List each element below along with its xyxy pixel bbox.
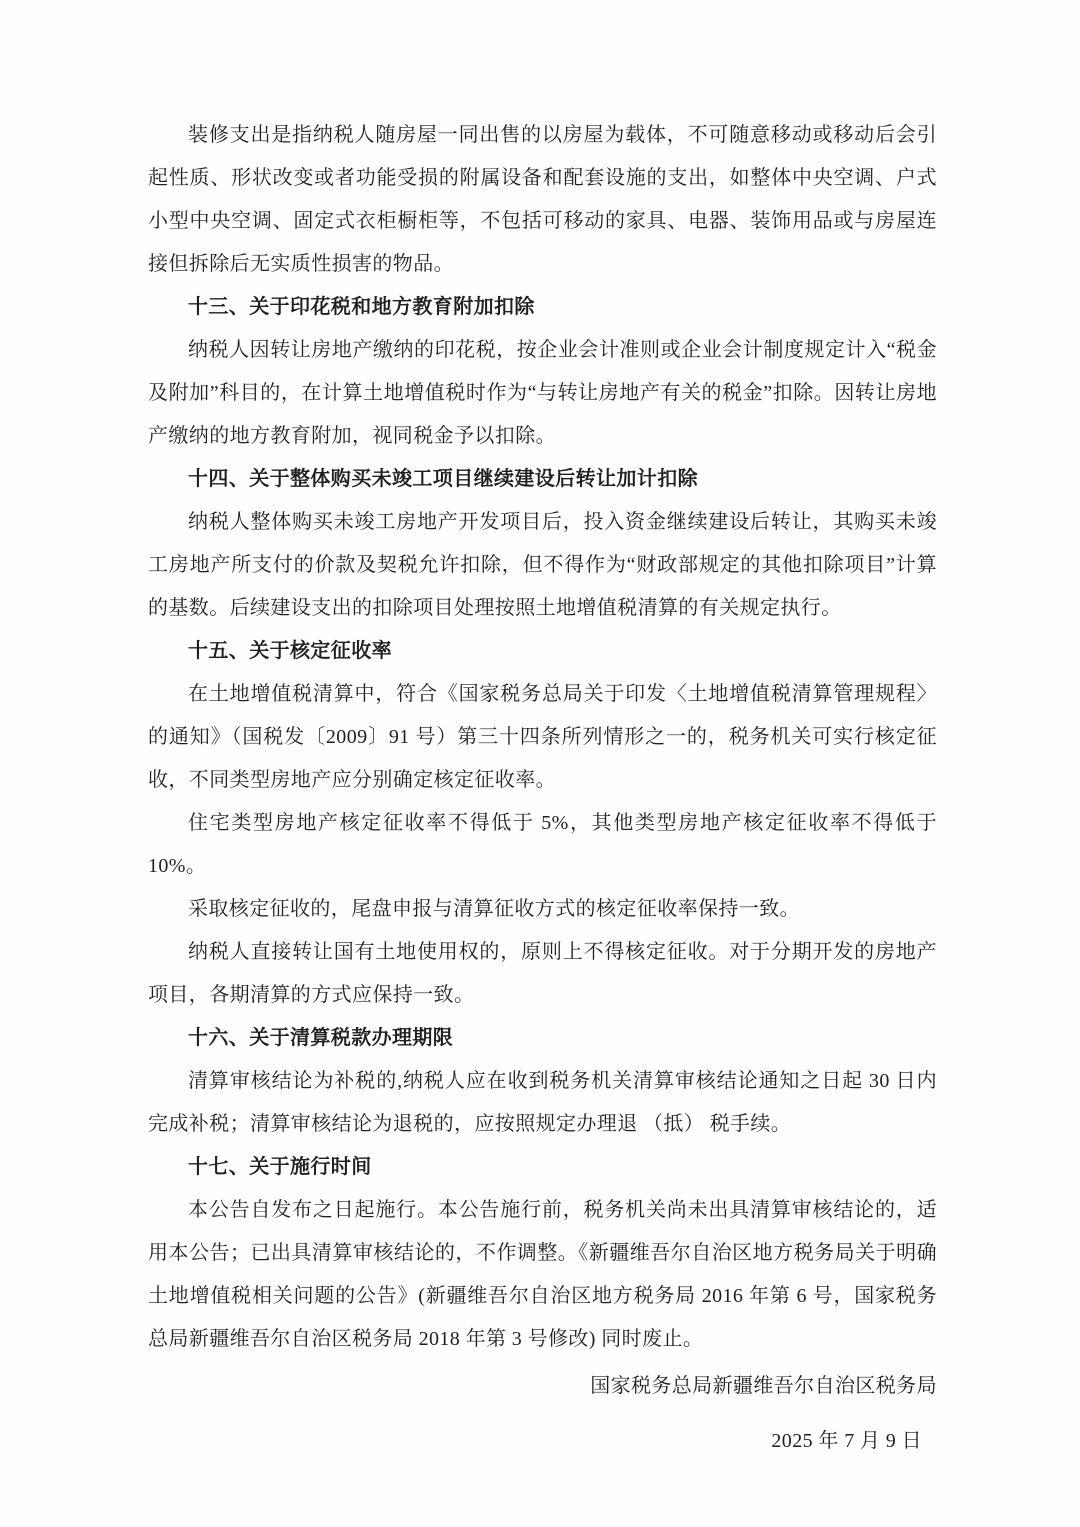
intro-paragraph: 装修支出是指纳税人随房屋一同出售的以房屋为载体，不可随意移动或移动后会引起性质、形状改变或者功能受损的附属设备和配套设施的支出，如整体中央空调、户式小型中央空调、固定式衣柜橱柜等，不包括可移动的家具、电器、装饰用品或与房屋连接但拆除后无实质性损害的物品。 (148, 124, 937, 275)
section-15-heading: 十五、关于核定征收率 (188, 640, 392, 662)
section-14-paragraph: 纳税人整体购买未竣工房地产开发项目后，投入资金继续建设后转让，其购买未竣工房地产所支付的价款及契税允许扣除，但不得作为“财政部规定的其他扣除项目”计算的基数。后续建设支出的扣除项目处理按照土地增值税清算的有关规定执行。 (148, 511, 937, 619)
section-17-paragraph: 本公告自发布之日起施行。本公告施行前，税务机关尚未出具清算审核结论的，适用本公告；已出具清算审核结论的，不作调整。《新疆维吾尔自治区地方税务局关于明确土地增值税相关问题的公告》(新疆维吾尔自治区地方税务局 2016 年第 6 号，国家税务总局新疆维吾尔自治区税务局 2018 年第 3 号修改) 同时废止。 (148, 1199, 937, 1350)
section-15-paragraph-1: 在土地增值税清算中，符合《国家税务总局关于印发〈土地增值税清算管理规程〉的通知》（国税发〔2009〕91 号）第三十四条所列情形之一的，税务机关可实行核定征收，不同类型房地产应分别确定核定征收率。 (148, 683, 937, 791)
section-15-paragraph-2: 住宅类型房地产核定征收率不得低于 5%，其他类型房地产核定征收率不得低于 10%。 (148, 812, 937, 877)
section-16-paragraph: 清算审核结论为补税的,纳税人应在收到税务机关清算审核结论通知之日起 30 日内完成补税；清算审核结论为退税的，应按照规定办理退 （抵） 税手续。 (148, 1070, 937, 1135)
signature-issuer: 国家税务总局新疆维吾尔自治区税务局 (590, 1375, 937, 1397)
section-14-heading: 十四、关于整体购买未竣工项目继续建设后转让加计扣除 (188, 468, 698, 490)
signature-block (148, 1365, 937, 1463)
section-17-heading: 十七、关于施行时间 (188, 1156, 372, 1178)
section-15-paragraph-3: 采取核定征收的，尾盘申报与清算征收方式的核定征收率保持一致。 (188, 898, 800, 920)
section-13-paragraph: 纳税人因转让房地产缴纳的印花税，按企业会计准则或企业会计制度规定计入“税金及附加”科目的，在计算土地增值税时作为“与转让房地产有关的税金”扣除。因转让房地产缴纳的地方教育附加，视同税金予以扣除。 (148, 339, 937, 447)
section-15-paragraph-4: 纳税人直接转让国有土地使用权的，原则上不得核定征收。对于分期开发的房地产项目，各期清算的方式应保持一致。 (148, 941, 937, 1006)
section-16-heading: 十六、关于清算税款办理期限 (188, 1027, 454, 1049)
signature-date: 2025 年 7 月 9 日 (771, 1430, 922, 1452)
section-13-heading: 十三、关于印花税和地方教育附加扣除 (188, 296, 535, 318)
